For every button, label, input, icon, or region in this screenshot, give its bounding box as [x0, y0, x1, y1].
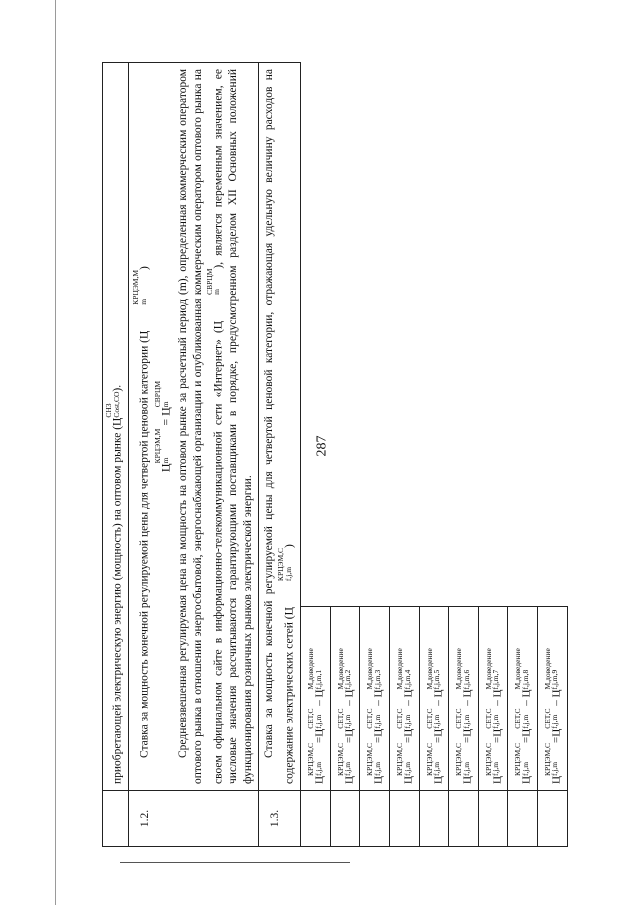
footnote-rule — [120, 862, 350, 863]
heading-end: ) — [138, 266, 151, 270]
page-number: 287 — [314, 435, 330, 457]
formula-cell — [330, 607, 360, 791]
formula-row-blank — [478, 791, 508, 847]
formula-lhs: Ц — [432, 776, 445, 784]
formula-lhs-index — [485, 743, 500, 776]
formula-rhs-index — [307, 648, 322, 689]
formula-row-blank — [419, 791, 449, 847]
formula-mid: =Ц — [432, 728, 445, 743]
formula-lhs-sub: f,j,m — [461, 761, 471, 777]
formula-lhs-sup: КРЦЭМ,С — [335, 742, 345, 777]
formula-lhs: Ц — [372, 776, 385, 784]
formula-lhs-sup: КРЦЭМ,С — [454, 742, 464, 777]
scan-margin-line — [55, 0, 56, 905]
formula-row — [360, 63, 390, 847]
section-1-3-heading — [262, 69, 297, 784]
formula-lhs-sub: f,j,m — [343, 761, 353, 777]
formula-lhs: Ц — [402, 776, 415, 784]
formula-mid-sup: СЕТ,С — [454, 708, 464, 729]
formula-op: – Ц — [432, 689, 445, 706]
formula-eq: = Ц — [158, 407, 173, 429]
formula-rhs-index — [455, 648, 470, 689]
formula-lhs-index — [396, 743, 411, 776]
formula-mid-sub: f,j,m — [313, 714, 323, 729]
formula-mid-sub: f,j,m — [402, 714, 412, 729]
formula-mid-sup: СЕТ,С — [365, 708, 375, 729]
formula-op: – Ц — [313, 689, 326, 706]
formula-op: – Ц — [402, 689, 415, 706]
tariff-table — [102, 62, 568, 847]
heading-text: Ставка за мощность конечной регулируемой цены для четвертой ценовой категории (Ц — [138, 330, 151, 758]
formula-lhs-sub: f,j,m — [520, 761, 530, 777]
heading-text: Ставка за мощность конечной регулируемой цены для четвертой ценовой категории, отражающая удельную величину расходов на содержание электрических сетей (Ц — [263, 69, 296, 784]
formula-op: – Ц — [550, 689, 563, 706]
formula-mid-sub: f,j,m — [491, 714, 501, 729]
formula-mid-index — [455, 709, 470, 729]
formula-right-sup: СВРЦМ — [153, 380, 163, 408]
formula-row — [301, 63, 331, 847]
continuation-cell — [103, 63, 129, 791]
formula-lhs-index — [337, 743, 352, 776]
formula-lhs-index — [366, 743, 381, 776]
formula-mid: =Ц — [372, 728, 385, 743]
table-row-1-3 — [259, 63, 301, 847]
formula-rhs-sup: М,доведение — [335, 648, 345, 690]
paragraph-index — [206, 269, 221, 321]
formula-mid-sup: СЕТ,С — [395, 708, 405, 729]
formula-row — [390, 63, 420, 847]
formula-op: – Ц — [520, 689, 533, 706]
formula-lhs: Ц — [343, 776, 356, 784]
section-1-2-heading — [132, 69, 152, 784]
section-1-2-paragraph — [176, 69, 255, 784]
table-row-1-2 — [129, 63, 259, 847]
formula-op: – Ц — [491, 689, 504, 706]
formula-rhs-sub: f,j,m,4 — [402, 669, 412, 690]
formula-lhs-sup: КРЦЭМ,С — [424, 742, 434, 777]
formula-row-blank — [449, 791, 479, 847]
paragraph-sup: СВРЦМ — [204, 268, 214, 295]
formula-row — [478, 63, 508, 847]
formula-rhs-index — [396, 648, 411, 689]
formula-cell — [537, 607, 567, 791]
formula-rhs-sub: f,j,m,5 — [432, 669, 442, 690]
formula-mid: =Ц — [461, 728, 474, 743]
formula-op: – Ц — [372, 689, 385, 706]
formula-lhs-sup: КРЦЭМ,С — [513, 742, 523, 777]
formula-rhs-sup: М,доведение — [513, 648, 523, 690]
formula-lhs: Ц — [461, 776, 474, 784]
formula-rhs-sub: f,j,m,8 — [520, 669, 530, 690]
formula-mid-sub: f,j,m — [550, 714, 560, 729]
formula-right-index — [154, 381, 169, 407]
formula-mid-sup: СЕТ,С — [335, 708, 345, 729]
formula-lhs-sup: КРЦЭМ,С — [542, 742, 552, 777]
heading-sub: f,j,m — [283, 566, 293, 582]
paragraph-sub: m — [212, 289, 222, 295]
section-1-3-heading-cell — [259, 63, 301, 791]
formula-lhs-index — [307, 743, 322, 776]
continuation-index — [105, 392, 120, 418]
formula-lhs-sup: КРЦЭМ,С — [365, 742, 375, 777]
formula-row-blank — [301, 791, 331, 847]
formula-rhs-sup: М,доведение — [542, 648, 552, 690]
formula-right-sub: m — [160, 401, 170, 408]
formula-mid: =Ц — [402, 728, 415, 743]
formula-op: – Ц — [343, 689, 356, 706]
continuation-sub: Cost,CO — [111, 391, 121, 418]
heading-index — [132, 270, 147, 331]
formula-mid: =Ц — [550, 728, 563, 743]
formula-op: – Ц — [461, 689, 474, 706]
formula-rhs-sup: М,доведение — [306, 648, 316, 690]
formula-mid-sup: СЕТ,С — [513, 708, 523, 729]
formula-cell — [301, 607, 331, 791]
formula-mid-sup: СЕТ,С — [483, 708, 493, 729]
formula-lhs-sup: КРЦЭМ,С — [395, 742, 405, 777]
formula-rhs-index — [544, 648, 559, 689]
formula-cell — [508, 607, 538, 791]
formula-row-blank — [330, 791, 360, 847]
formula-cell — [360, 607, 390, 791]
formula-lhs-sub: f,j,m — [372, 761, 382, 777]
formula-lhs-index — [426, 743, 441, 776]
formula-rhs-sup: М,доведение — [365, 648, 375, 690]
formula-row — [537, 63, 567, 847]
formula-left-sub: m — [160, 457, 170, 464]
formula-mid-sup: СЕТ,С — [542, 708, 552, 729]
formula-mid-index — [307, 709, 322, 729]
heading-index — [277, 548, 292, 607]
formula-lhs: Ц — [550, 776, 563, 784]
formula-mid-index — [485, 709, 500, 729]
formula-rhs-sup: М,доведение — [483, 648, 493, 690]
formula-lhs-sup: КРЦЭМ,С — [483, 742, 493, 777]
formula-row — [508, 63, 538, 847]
continuation-sup: СН3 — [104, 403, 113, 418]
formula-rhs-index — [366, 648, 381, 689]
formula-mid: =Ц — [491, 728, 504, 743]
formula-rhs-index — [337, 648, 352, 689]
formula-rows — [301, 63, 567, 847]
formula-mid-index — [514, 709, 529, 729]
formula-lhs-sub: f,j,m — [432, 761, 442, 777]
formula-row-blank — [508, 791, 538, 847]
formula-rhs-sub: f,j,m,2 — [343, 669, 353, 690]
heading-sup: КРЦЭМ,С — [276, 547, 286, 582]
paragraph-part-2: ), является переменным значением, ее числовые значения рассчитываются гарантирующими поставщиками в порядке, предусмотренном разделом XII Основных положений функционирования розничных рынков электрической энергии. — [212, 69, 254, 784]
formula-mid-sub: f,j,m — [461, 714, 471, 729]
formula-lhs: Ц — [491, 776, 504, 784]
formula-lhs-sub: f,j,m — [402, 761, 412, 777]
formula-left-index — [154, 429, 169, 464]
formula-rhs-sub: f,j,m,7 — [491, 669, 501, 690]
formula-row — [449, 63, 479, 847]
formula-cell — [419, 607, 449, 791]
formula-mid: =Ц — [313, 728, 326, 743]
formula-lhs: Ц — [313, 776, 326, 784]
formula-rhs-sup: М,доведение — [454, 648, 464, 690]
formula-mid: =Ц — [520, 728, 533, 743]
formula-rhs-sub: f,j,m,1 — [313, 669, 323, 690]
paragraph-part-1: Средневзвешенная регулируемая цена на мощность на оптовом рынке за расчетный период (m), определенная коммерческим оператором оптового рынка в отношении энергосбытовой, энергоснабжающей организации и опубликованная коммерческим оператором оптового рынка на своем официальном сайте в информационно-телекоммуникационной сети «Интернет» (Ц — [177, 69, 225, 784]
section-1-2-content — [129, 63, 259, 791]
formula-mid-sup: СЕТ,С — [424, 708, 434, 729]
formula-mid-sub: f,j,m — [432, 714, 442, 729]
cell-empty-number — [103, 791, 129, 847]
formula-lhs-index — [544, 743, 559, 776]
section-number: 1.2. — [129, 791, 259, 847]
formula-cell — [390, 607, 420, 791]
formula-lhs-index — [455, 743, 470, 776]
formula-mid-sup: СЕТ,С — [306, 708, 316, 729]
formula-mid-sub: f,j,m — [520, 714, 530, 729]
formula-price-power — [154, 69, 174, 784]
formula-mid-sub: f,j,m — [343, 714, 353, 729]
formula-rhs-index — [426, 648, 441, 689]
heading-end: ) — [283, 544, 296, 548]
formula-lhs-sub: f,j,m — [550, 761, 560, 777]
formula-mid-index — [366, 709, 381, 729]
formula-mid-index — [426, 709, 441, 729]
formula-rhs-index — [485, 648, 500, 689]
formula-rhs-sub: f,j,m,6 — [461, 669, 471, 690]
formula-mid-index — [337, 709, 352, 729]
section-number: 1.3. — [259, 791, 301, 847]
formula-lhs: Ц — [520, 776, 533, 784]
formula-row — [330, 63, 360, 847]
formula-lhs-sup: КРЦЭМ,С — [306, 742, 316, 777]
formula-mid-index — [396, 709, 411, 729]
formula-rhs-sup: М,доведение — [395, 648, 405, 690]
formula-rhs-sup: М,доведение — [424, 648, 434, 690]
continuation-text: приобретающей электрическую энергию (мощность) на оптовом рынке (Ц — [111, 417, 124, 784]
formula-rhs-index — [514, 648, 529, 689]
formula-mid-sub: f,j,m — [372, 714, 382, 729]
formula-rhs-sub: f,j,m,3 — [372, 669, 382, 690]
formula-rhs-sub: f,j,m,9 — [550, 669, 560, 690]
formula-mid-index — [544, 709, 559, 729]
formula-lhs-sub: f,j,m — [491, 761, 501, 777]
formula-left-sup: КРЦЭМ,М — [153, 428, 163, 464]
formula-lhs-index — [514, 743, 529, 776]
heading-sub: m — [138, 298, 148, 305]
formula-left: Ц — [158, 463, 173, 473]
formula-cell — [478, 607, 508, 791]
formula-cell — [449, 607, 479, 791]
formula-row-blank — [360, 791, 390, 847]
formula-row-blank — [390, 791, 420, 847]
continuation-end: ). — [111, 384, 124, 392]
table-row-continuation — [103, 63, 129, 847]
heading-sup: КРЦЭМ,М — [131, 269, 141, 305]
formula-row-blank — [537, 791, 567, 847]
formula-lhs-sub: f,j,m — [313, 761, 323, 777]
formula-mid: =Ц — [343, 728, 356, 743]
formula-row — [419, 63, 449, 847]
